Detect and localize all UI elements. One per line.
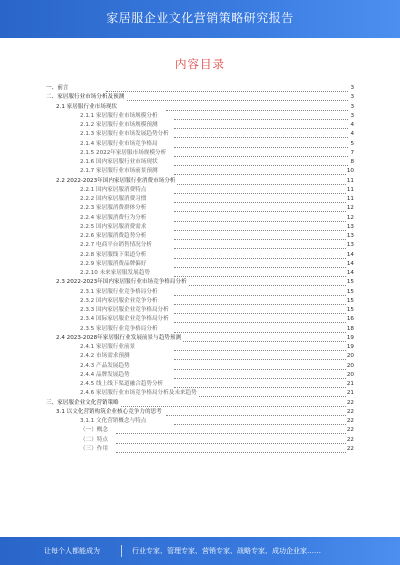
toc-page-number: 21 [346,380,354,389]
toc-entry[interactable] [46,334,354,343]
toc-leader-dots [106,405,348,407]
toc-entry[interactable] [46,158,354,167]
toc-entry[interactable] [46,214,354,223]
toc-page-number: 3 [349,103,354,112]
toc-leader-dots [174,155,348,157]
toc-entry[interactable] [46,177,354,186]
toc-leader-dots [174,312,348,314]
report-title: 家居服企业文化营销策略研究报告 [106,11,294,25]
page-footer [0,537,400,565]
toc-entry[interactable] [46,223,354,232]
toc-entry-text: 3.1.1 文化营销概念与特点 [80,417,148,426]
toc-entry[interactable] [46,297,354,306]
toc-entry[interactable] [46,103,354,112]
toc-entry-text: 2.1.4 家居服行业市场竞争格局 [80,140,160,149]
toc-entry-text: 2.2.6 家居服消费趋势分析 [80,232,148,241]
toc-entry[interactable] [46,112,354,121]
toc-page-number: 22 [346,408,354,417]
toc-entry[interactable] [46,140,354,149]
toc-leader-dots [174,146,348,148]
toc-entry-text: （一）概念 [80,426,110,435]
toc-entry-text: 2.1.1 家居服行业市场规模分析 [80,112,160,121]
toc-entry[interactable] [46,288,354,297]
toc-leader-dots [174,349,348,351]
toc-leader-dots [174,368,348,370]
toc-entry-text: 2.2.1 国内家居服消费特点 [80,186,148,195]
toc-page-number: 14 [346,260,354,269]
toc-entry-text: 一、前言 [46,84,70,93]
toc-page-number: 15 [346,306,354,315]
toc-page-number: 20 [346,371,354,380]
toc-entry[interactable] [46,167,354,176]
toc-leader-dots [174,118,348,120]
toc-leader-dots [166,183,348,185]
toc-entry[interactable] [46,399,354,408]
toc-page-number: 15 [346,278,354,287]
toc-leader-dots [174,229,348,231]
toc-page-number: 8 [349,158,354,167]
toc-page-number: 4 [349,130,354,139]
toc-page-number: 16 [346,315,354,324]
toc-entry[interactable] [46,251,354,260]
toc-leader-dots [174,220,348,222]
toc-leader-dots [166,284,348,286]
toc-entry-text: 2.4.3 产品发展趋势 [80,362,132,371]
toc-leader-dots [174,321,348,323]
toc-page-number: 7 [349,149,354,158]
toc-entry-text: 2.1.2 家居服行业市场规模预测 [80,121,160,130]
toc-page-number: 11 [346,177,354,186]
toc-entry[interactable] [46,186,354,195]
toc-entry[interactable] [46,204,354,213]
toc-page-number: 22 [346,445,354,454]
toc-page-number: 4 [349,121,354,130]
toc-entry-text: （二）特点 [80,436,110,445]
toc-page-number: 18 [346,325,354,334]
toc-leader-dots [174,210,348,212]
toc-entry-text: 2.1.5 2022年家居服市场规模分析 [80,149,168,158]
toc-entry[interactable] [46,325,354,334]
toc-leader-dots [174,395,348,397]
toc-leader-dots [174,173,348,175]
toc-page-number: 13 [346,241,354,250]
toc-page-number: 10 [346,167,354,176]
toc-page-number: 19 [346,334,354,343]
toc-entry-text: 2.4.4 品牌发展趋势 [80,371,132,380]
toc-entry-text: 二、家居服行业市场分析及预测 [46,93,126,102]
toc-page-number: 14 [346,251,354,260]
toc-page-number: 14 [346,269,354,278]
toc-entry-text: 3.1 以文化营销构筑企业核心竞争力的思考 [56,408,164,417]
toc-leader-dots [174,303,348,305]
toc-entry[interactable] [46,260,354,269]
toc-entry-text: 2.1.6 国内家居服行业市场现状 [80,158,160,167]
toc-leader-dots [174,257,348,259]
toc-entry[interactable] [46,343,354,352]
toc-entry[interactable] [46,121,354,130]
toc-entry[interactable] [46,306,354,315]
toc-page-number: 11 [346,186,354,195]
toc-entry-text: （三）作用 [80,445,110,454]
toc-entry-text: 2.2.9 家居服消费品牌偏好 [80,260,148,269]
toc-entry[interactable] [46,380,354,389]
toc-entry-text: 2.1 家居服行业市场现状 [56,103,119,112]
toc-leader-dots [116,432,348,434]
toc-entry-text: 2.2.10 未来家居服发展趋势 [80,269,152,278]
toc-page-number: 3 [349,84,354,93]
toc-entry-text: 2.2.2 国内家居服消费习惯 [80,195,148,204]
toc-leader-dots [174,377,348,379]
toc-page-number: 20 [346,352,354,361]
toc-page-number: 3 [349,93,354,102]
toc-entry-text: 2.2.5 国内家居服消费需求 [80,223,148,232]
toc-entry-text: 2.3.1 家居服行业竞争格局分析 [80,288,160,297]
toc-page-number: 15 [346,288,354,297]
toc-page-number: 22 [346,399,354,408]
toc-entry-text: 2.4 2023-2028年家居服行业发展前景与趋势预测 [56,334,183,343]
toc-entry[interactable] [46,195,354,204]
toc-leader-dots [166,109,348,111]
toc-page-number: 19 [346,343,354,352]
toc-page-number: 5 [349,140,354,149]
toc-entry[interactable] [46,417,354,426]
toc-entry-text: 2.1.3 家居服行业市场发展趋势分析 [80,130,171,139]
toc-leader-dots [174,127,348,129]
toc-entry[interactable] [46,241,354,250]
toc-entry[interactable] [46,315,354,324]
toc-page-number: 21 [346,389,354,398]
toc-page-number: 20 [346,362,354,371]
toc-entry-text: 2.3.5 家居服行业竞争格局分析 [80,325,160,334]
footer-divider [121,545,122,557]
toc-leader-dots [174,238,348,240]
toc-entry[interactable] [46,84,354,93]
toc-entry[interactable] [46,389,354,398]
toc-leader-dots [116,442,348,444]
toc-entry[interactable] [46,352,354,361]
toc-entry[interactable] [46,445,354,454]
toc-leader-dots [174,247,348,249]
toc-entry-text: 2.1.7 家居服行业市场前景预测 [80,167,160,176]
toc-entry[interactable] [46,426,354,435]
toc-entry[interactable] [46,149,354,158]
toc-page-number: 13 [346,232,354,241]
toc-entry-text: 三、家居服企业文化营销策略 [46,399,121,408]
toc-entry-text: 2.3.3 国内家居服企业竞争格局分析 [80,306,171,315]
toc-leader-dots [166,340,348,342]
toc-page-number: 3 [349,112,354,121]
footer-slogan-left: 让每个人都能成为 [44,547,100,555]
toc-entry-text: 2.2.3 家居服消费群体分析 [80,204,148,213]
page-header [0,0,400,38]
toc-leader-dots [106,90,348,92]
toc-leader-dots [174,275,348,277]
toc-page-number: 22 [346,426,354,435]
toc-entry-text: 2.4.6 家居服行业市场竞争格局分析及未来趋势 [80,389,199,398]
toc-entry[interactable] [46,362,354,371]
toc-leader-dots [174,136,348,138]
toc-page-number: 12 [346,204,354,213]
toc-heading: 内容目录 [175,57,225,71]
toc-leader-dots [174,294,348,296]
toc-entry-text: 2.4.2 市场需求预测 [80,352,132,361]
toc-entry[interactable] [46,436,354,445]
toc-entry-text: 2.4.1 家居服行业前景 [80,343,137,352]
toc-page-number: 22 [346,417,354,426]
toc-leader-dots [174,331,348,333]
toc-entry-text: 2.3.4 国际家居服企业竞争格局分析 [80,315,171,324]
toc-leader-dots [116,451,348,453]
toc-entry-text: 2.2.7 电商平台销售情况分析 [80,241,154,250]
footer-slogan-right: 行业专家、管理专家、营销专家、战略专家、成功企业家…… [132,547,321,555]
toc-entry-text: 2.2.4 家居服消费行为分析 [80,214,148,223]
toc-entry-text: 2.3.2 国内家居服企业竞争分析 [80,297,160,306]
toc-entry-text: 2.3 2022-2023年国内家居服行业市场竞争格局分析 [56,278,189,287]
toc-leader-dots [174,266,348,268]
toc-page-number: 11 [346,195,354,204]
toc-leader-dots [106,99,348,101]
toc-entry[interactable] [46,232,354,241]
toc-entry-text: 2.2 2022-2023年国内家居服行业消费市场分析 [56,177,177,186]
toc-entry[interactable] [46,93,354,102]
toc-page-number: 12 [346,214,354,223]
toc-page-number: 22 [346,436,354,445]
toc-leader-dots [174,423,348,425]
toc-entry-text: 2.4.5 线上线下渠道融合趋势分析 [80,380,165,389]
toc-leader-dots [174,201,348,203]
toc-leader-dots [174,192,348,194]
toc-page-number: 15 [346,297,354,306]
toc-leader-dots [174,164,348,166]
toc-page-number: 13 [346,223,354,232]
toc-leader-dots [174,358,348,360]
toc-entry-text: 2.2.8 家居服线下渠道分析 [80,251,148,260]
toc-entry[interactable] [46,371,354,380]
toc-leader-dots [166,414,348,416]
table-of-contents [46,84,354,504]
toc-entry[interactable] [46,408,354,417]
toc-leader-dots [174,386,348,388]
toc-entry[interactable] [46,130,354,139]
toc-entry[interactable] [46,269,354,278]
toc-entry[interactable] [46,278,354,287]
